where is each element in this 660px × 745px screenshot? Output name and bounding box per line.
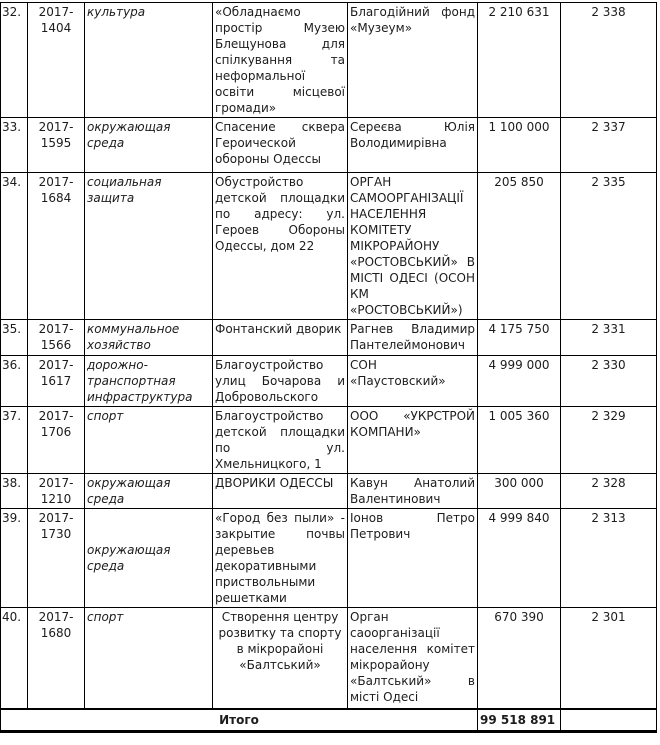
table-row bbox=[1, 407, 657, 474]
votes-cell: 2 331 bbox=[561, 320, 657, 356]
projects-table bbox=[0, 2, 657, 733]
project-title-cell: «Обладнаємо простір Музею Блещунова для спілкування та неформальної освіти місцевої громади» bbox=[213, 3, 348, 118]
total-votes-empty bbox=[561, 709, 657, 732]
table-row bbox=[1, 173, 657, 320]
total-label: Итого bbox=[1, 709, 478, 732]
author-cell: Іонов Петро Петрович bbox=[348, 509, 478, 608]
author-cell: ООО «УКРСТРОЙ КОМПАНИ» bbox=[348, 407, 478, 474]
project-title-cell: Створення центру розвитку та спорту в мікрорайоні «Балтський» bbox=[213, 608, 348, 709]
author-cell: Сереєва Юлія Володимирівна bbox=[348, 118, 478, 173]
votes-cell: 2 338 bbox=[561, 3, 657, 118]
project-title-cell: Спасение сквера Героической обороны Одессы bbox=[213, 118, 348, 173]
table-row bbox=[1, 118, 657, 173]
author-cell: Кавун Анатолий Валентинович bbox=[348, 474, 478, 509]
amount-cell: 670 390 bbox=[478, 608, 561, 709]
author-cell: Орган саоорганізації населення комітет мікрорайону «Балтський» в місті Одесі bbox=[348, 608, 478, 709]
table-row bbox=[1, 474, 657, 509]
project-title-cell: ДВОРИКИ ОДЕССЫ bbox=[213, 474, 348, 509]
project-id-cell: 2017-1210 bbox=[28, 474, 85, 509]
category-cell: дорожно-транспортная инфраструктура bbox=[85, 356, 213, 407]
project-id-cell: 2017-1595 bbox=[28, 118, 85, 173]
row-number: 35. bbox=[1, 320, 28, 356]
project-title-cell: Благоустройство детской площадки по ул. Хмельницкого, 1 bbox=[213, 407, 348, 474]
row-number: 34. bbox=[1, 173, 28, 320]
row-number: 40. bbox=[1, 608, 28, 709]
votes-cell: 2 335 bbox=[561, 173, 657, 320]
amount-cell: 1 100 000 bbox=[478, 118, 561, 173]
amount-cell: 2 210 631 bbox=[478, 3, 561, 118]
category-cell: спорт bbox=[85, 407, 213, 474]
project-id-cell: 2017-1680 bbox=[28, 608, 85, 709]
project-id-cell: 2017-1730 bbox=[28, 509, 85, 608]
votes-cell: 2 330 bbox=[561, 356, 657, 407]
row-number: 33. bbox=[1, 118, 28, 173]
votes-cell: 2 337 bbox=[561, 118, 657, 173]
category-cell: социальная защита bbox=[85, 173, 213, 320]
table-row bbox=[1, 608, 657, 709]
project-id-cell: 2017-1684 bbox=[28, 173, 85, 320]
amount-cell: 300 000 bbox=[478, 474, 561, 509]
total-amount: 99 518 891 bbox=[478, 709, 561, 732]
row-number: 36. bbox=[1, 356, 28, 407]
project-title-cell: Обустройство детской площадки по адресу: ул. Героев Обороны Одессы, дом 22 bbox=[213, 173, 348, 320]
category-cell: спорт bbox=[85, 608, 213, 709]
amount-cell: 4 999 000 bbox=[478, 356, 561, 407]
category-cell: окружающая среда bbox=[85, 509, 213, 608]
amount-cell: 4 999 840 bbox=[478, 509, 561, 608]
amount-cell: 4 175 750 bbox=[478, 320, 561, 356]
row-number: 38. bbox=[1, 474, 28, 509]
author-cell: СОН «Паустовский» bbox=[348, 356, 478, 407]
amount-cell: 205 850 bbox=[478, 173, 561, 320]
project-id-cell: 2017-1617 bbox=[28, 356, 85, 407]
votes-cell: 2 313 bbox=[561, 509, 657, 608]
project-id-cell: 2017-1566 bbox=[28, 320, 85, 356]
votes-cell: 2 329 bbox=[561, 407, 657, 474]
category-cell: окружающая среда bbox=[85, 118, 213, 173]
project-id-cell: 2017-1706 bbox=[28, 407, 85, 474]
row-number: 32. bbox=[1, 3, 28, 118]
table-row bbox=[1, 509, 657, 608]
author-cell: Благодійний фонд «Музеум» bbox=[348, 3, 478, 118]
project-title-cell: Благоустройство улиц Бочарова и Добровольского bbox=[213, 356, 348, 407]
author-cell: Рагнев Владимир Пантелеймонович bbox=[348, 320, 478, 356]
votes-cell: 2 301 bbox=[561, 608, 657, 709]
row-number: 39. bbox=[1, 509, 28, 608]
table-row bbox=[1, 356, 657, 407]
table-row bbox=[1, 3, 657, 118]
project-title-cell: Фонтанский дворик bbox=[213, 320, 348, 356]
project-id-cell: 2017-1404 bbox=[28, 3, 85, 118]
total-row bbox=[1, 709, 657, 732]
votes-cell: 2 328 bbox=[561, 474, 657, 509]
row-number: 37. bbox=[1, 407, 28, 474]
category-cell: окружающая среда bbox=[85, 474, 213, 509]
project-title-cell: «Город без пыли» - закрытие почвы деревьев декоративными приствольными решетками bbox=[213, 509, 348, 608]
amount-cell: 1 005 360 bbox=[478, 407, 561, 474]
category-cell: культура bbox=[85, 3, 213, 118]
table-row bbox=[1, 320, 657, 356]
category-cell: коммунальное хозяйство bbox=[85, 320, 213, 356]
author-cell: ОРГАН САМООРГАНІЗАЦІЇ НАСЕЛЕННЯ КОМІТЕТУ МІКРОРАЙОНУ «РОСТОВСЬКИЙ» В МІСТІ ОДЕСІ (ОСОН КМ «РОСТОВСЬКИЙ») bbox=[348, 173, 478, 320]
